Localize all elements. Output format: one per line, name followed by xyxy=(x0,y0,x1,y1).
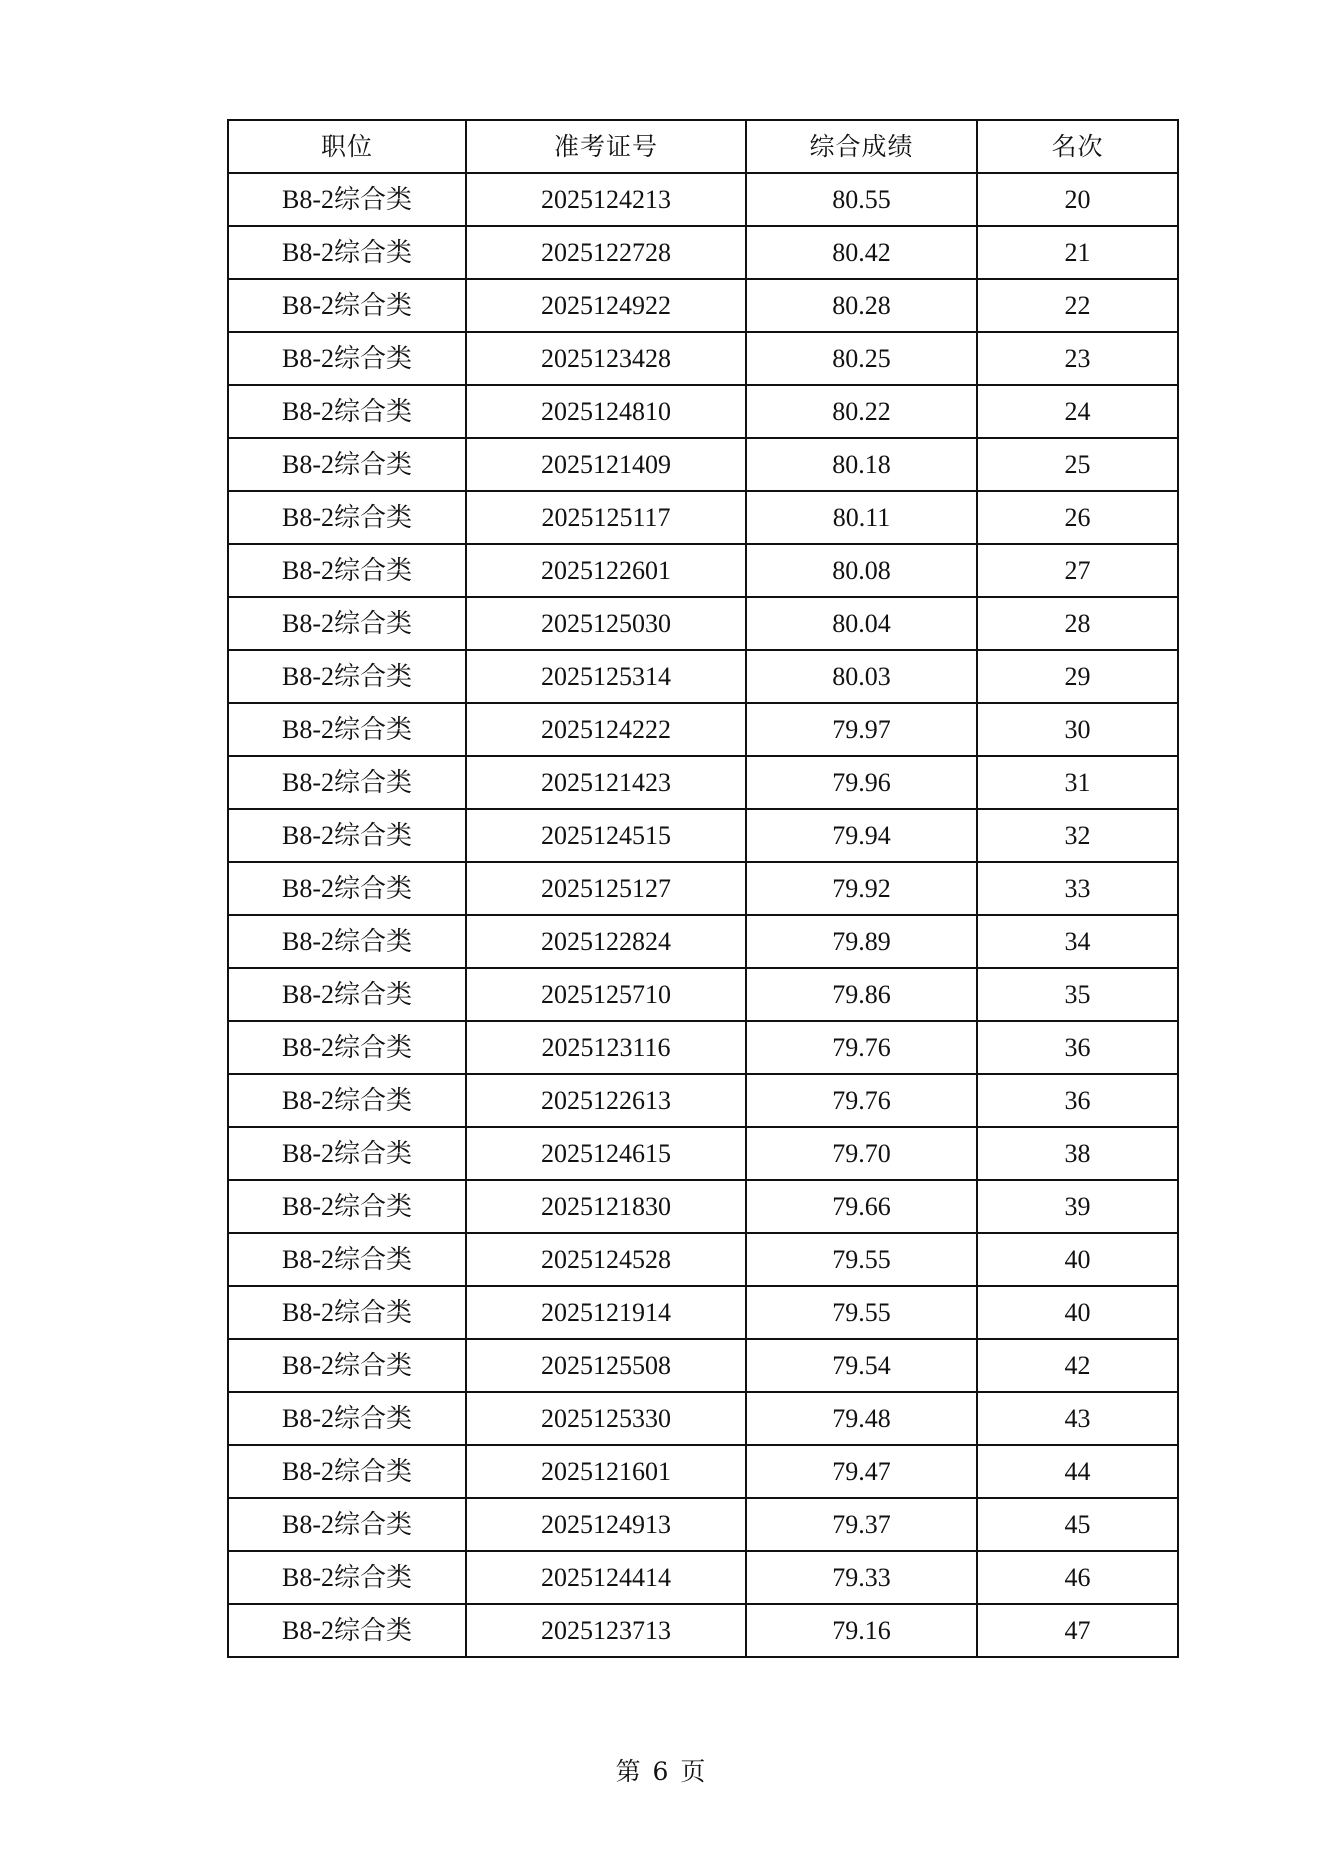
cell-rank: 33 xyxy=(977,862,1178,915)
header-position: 职位 xyxy=(228,120,466,173)
cell-total-score: 79.16 xyxy=(746,1604,977,1657)
table-row xyxy=(228,862,1178,915)
page-number: 第 6 页 xyxy=(615,1757,708,1786)
cell-position: B8-2综合类 xyxy=(228,1392,466,1445)
cell-position: B8-2综合类 xyxy=(228,491,466,544)
cell-position: B8-2综合类 xyxy=(228,1074,466,1127)
cell-total-score: 79.47 xyxy=(746,1445,977,1498)
cell-position: B8-2综合类 xyxy=(228,1498,466,1551)
cell-position: B8-2综合类 xyxy=(228,1604,466,1657)
cell-position: B8-2综合类 xyxy=(228,650,466,703)
table-row xyxy=(228,279,1178,332)
cell-position: B8-2综合类 xyxy=(228,1339,466,1392)
cell-rank: 43 xyxy=(977,1392,1178,1445)
cell-rank: 29 xyxy=(977,650,1178,703)
cell-exam-number: 2025122613 xyxy=(466,1074,746,1127)
cell-rank: 42 xyxy=(977,1339,1178,1392)
cell-position: B8-2综合类 xyxy=(228,703,466,756)
cell-total-score: 79.97 xyxy=(746,703,977,756)
cell-total-score: 80.42 xyxy=(746,226,977,279)
cell-total-score: 79.76 xyxy=(746,1021,977,1074)
table-row xyxy=(228,756,1178,809)
table-row xyxy=(228,226,1178,279)
cell-position: B8-2综合类 xyxy=(228,597,466,650)
cell-rank: 46 xyxy=(977,1551,1178,1604)
cell-exam-number: 2025124922 xyxy=(466,279,746,332)
cell-rank: 34 xyxy=(977,915,1178,968)
cell-rank: 36 xyxy=(977,1074,1178,1127)
cell-position: B8-2综合类 xyxy=(228,1286,466,1339)
cell-rank: 28 xyxy=(977,597,1178,650)
table-row xyxy=(228,491,1178,544)
cell-exam-number: 2025125710 xyxy=(466,968,746,1021)
cell-total-score: 79.55 xyxy=(746,1286,977,1339)
cell-rank: 25 xyxy=(977,438,1178,491)
cell-position: B8-2综合类 xyxy=(228,1127,466,1180)
cell-total-score: 79.55 xyxy=(746,1233,977,1286)
cell-exam-number: 2025125127 xyxy=(466,862,746,915)
cell-exam-number: 2025124213 xyxy=(466,173,746,226)
cell-total-score: 79.94 xyxy=(746,809,977,862)
cell-total-score: 79.76 xyxy=(746,1074,977,1127)
cell-total-score: 79.89 xyxy=(746,915,977,968)
header-exam-number: 准考证号 xyxy=(466,120,746,173)
cell-exam-number: 2025121830 xyxy=(466,1180,746,1233)
header-total-score: 综合成绩 xyxy=(746,120,977,173)
table-row xyxy=(228,1551,1178,1604)
cell-total-score: 79.86 xyxy=(746,968,977,1021)
cell-exam-number: 2025123713 xyxy=(466,1604,746,1657)
cell-position: B8-2综合类 xyxy=(228,1551,466,1604)
cell-position: B8-2综合类 xyxy=(228,915,466,968)
cell-position: B8-2综合类 xyxy=(228,1233,466,1286)
cell-total-score: 79.70 xyxy=(746,1127,977,1180)
cell-total-score: 79.37 xyxy=(746,1498,977,1551)
cell-total-score: 80.18 xyxy=(746,438,977,491)
table-row xyxy=(228,1339,1178,1392)
cell-exam-number: 2025125030 xyxy=(466,597,746,650)
cell-exam-number: 2025121914 xyxy=(466,1286,746,1339)
table-header xyxy=(228,120,1178,173)
cell-position: B8-2综合类 xyxy=(228,862,466,915)
table-row xyxy=(228,1604,1178,1657)
cell-position: B8-2综合类 xyxy=(228,332,466,385)
cell-total-score: 80.03 xyxy=(746,650,977,703)
cell-total-score: 79.92 xyxy=(746,862,977,915)
cell-exam-number: 2025125117 xyxy=(466,491,746,544)
cell-rank: 47 xyxy=(977,1604,1178,1657)
table-row xyxy=(228,968,1178,1021)
table-row xyxy=(228,650,1178,703)
cell-position: B8-2综合类 xyxy=(228,809,466,862)
cell-rank: 24 xyxy=(977,385,1178,438)
table-row xyxy=(228,332,1178,385)
cell-total-score: 79.66 xyxy=(746,1180,977,1233)
cell-rank: 22 xyxy=(977,279,1178,332)
cell-rank: 30 xyxy=(977,703,1178,756)
cell-position: B8-2综合类 xyxy=(228,438,466,491)
table-row xyxy=(228,544,1178,597)
cell-total-score: 79.54 xyxy=(746,1339,977,1392)
cell-rank: 27 xyxy=(977,544,1178,597)
cell-exam-number: 2025123428 xyxy=(466,332,746,385)
cell-rank: 36 xyxy=(977,1021,1178,1074)
cell-position: B8-2综合类 xyxy=(228,385,466,438)
cell-exam-number: 2025124615 xyxy=(466,1127,746,1180)
header-rank: 名次 xyxy=(977,120,1178,173)
table-row xyxy=(228,1233,1178,1286)
cell-exam-number: 2025124515 xyxy=(466,809,746,862)
cell-exam-number: 2025123116 xyxy=(466,1021,746,1074)
cell-position: B8-2综合类 xyxy=(228,279,466,332)
cell-total-score: 80.08 xyxy=(746,544,977,597)
table-row xyxy=(228,438,1178,491)
cell-rank: 39 xyxy=(977,1180,1178,1233)
cell-position: B8-2综合类 xyxy=(228,968,466,1021)
cell-position: B8-2综合类 xyxy=(228,544,466,597)
table-row xyxy=(228,1498,1178,1551)
cell-total-score: 80.22 xyxy=(746,385,977,438)
table-row xyxy=(228,1021,1178,1074)
cell-exam-number: 2025122601 xyxy=(466,544,746,597)
table-row xyxy=(228,597,1178,650)
table-row xyxy=(228,809,1178,862)
cell-exam-number: 2025125508 xyxy=(466,1339,746,1392)
cell-rank: 40 xyxy=(977,1286,1178,1339)
cell-exam-number: 2025122728 xyxy=(466,226,746,279)
cell-exam-number: 2025121409 xyxy=(466,438,746,491)
table-row xyxy=(228,1074,1178,1127)
cell-exam-number: 2025125314 xyxy=(466,650,746,703)
cell-rank: 32 xyxy=(977,809,1178,862)
cell-total-score: 80.28 xyxy=(746,279,977,332)
cell-rank: 31 xyxy=(977,756,1178,809)
cell-exam-number: 2025122824 xyxy=(466,915,746,968)
table-row xyxy=(228,1286,1178,1339)
table-row xyxy=(228,1180,1178,1233)
cell-total-score: 80.04 xyxy=(746,597,977,650)
cell-rank: 44 xyxy=(977,1445,1178,1498)
cell-rank: 23 xyxy=(977,332,1178,385)
cell-exam-number: 2025125330 xyxy=(466,1392,746,1445)
cell-rank: 20 xyxy=(977,173,1178,226)
cell-position: B8-2综合类 xyxy=(228,1445,466,1498)
header-row xyxy=(228,120,1178,173)
table-row xyxy=(228,1445,1178,1498)
table-row xyxy=(228,385,1178,438)
table-body xyxy=(228,173,1178,1657)
cell-total-score: 80.25 xyxy=(746,332,977,385)
cell-rank: 21 xyxy=(977,226,1178,279)
table-row xyxy=(228,915,1178,968)
cell-exam-number: 2025124528 xyxy=(466,1233,746,1286)
table-row xyxy=(228,1392,1178,1445)
table-row xyxy=(228,173,1178,226)
cell-total-score: 79.48 xyxy=(746,1392,977,1445)
cell-exam-number: 2025121423 xyxy=(466,756,746,809)
cell-exam-number: 2025124222 xyxy=(466,703,746,756)
cell-position: B8-2综合类 xyxy=(228,1180,466,1233)
cell-exam-number: 2025124810 xyxy=(466,385,746,438)
table-row xyxy=(228,1127,1178,1180)
score-table xyxy=(227,119,1179,1658)
cell-total-score: 79.96 xyxy=(746,756,977,809)
cell-rank: 35 xyxy=(977,968,1178,1021)
table-row xyxy=(228,703,1178,756)
cell-rank: 40 xyxy=(977,1233,1178,1286)
cell-exam-number: 2025124913 xyxy=(466,1498,746,1551)
cell-total-score: 79.33 xyxy=(746,1551,977,1604)
cell-rank: 45 xyxy=(977,1498,1178,1551)
cell-position: B8-2综合类 xyxy=(228,226,466,279)
cell-exam-number: 2025124414 xyxy=(466,1551,746,1604)
cell-position: B8-2综合类 xyxy=(228,1021,466,1074)
cell-position: B8-2综合类 xyxy=(228,173,466,226)
cell-rank: 38 xyxy=(977,1127,1178,1180)
cell-rank: 26 xyxy=(977,491,1178,544)
cell-total-score: 80.11 xyxy=(746,491,977,544)
cell-position: B8-2综合类 xyxy=(228,756,466,809)
cell-total-score: 80.55 xyxy=(746,173,977,226)
cell-exam-number: 2025121601 xyxy=(466,1445,746,1498)
